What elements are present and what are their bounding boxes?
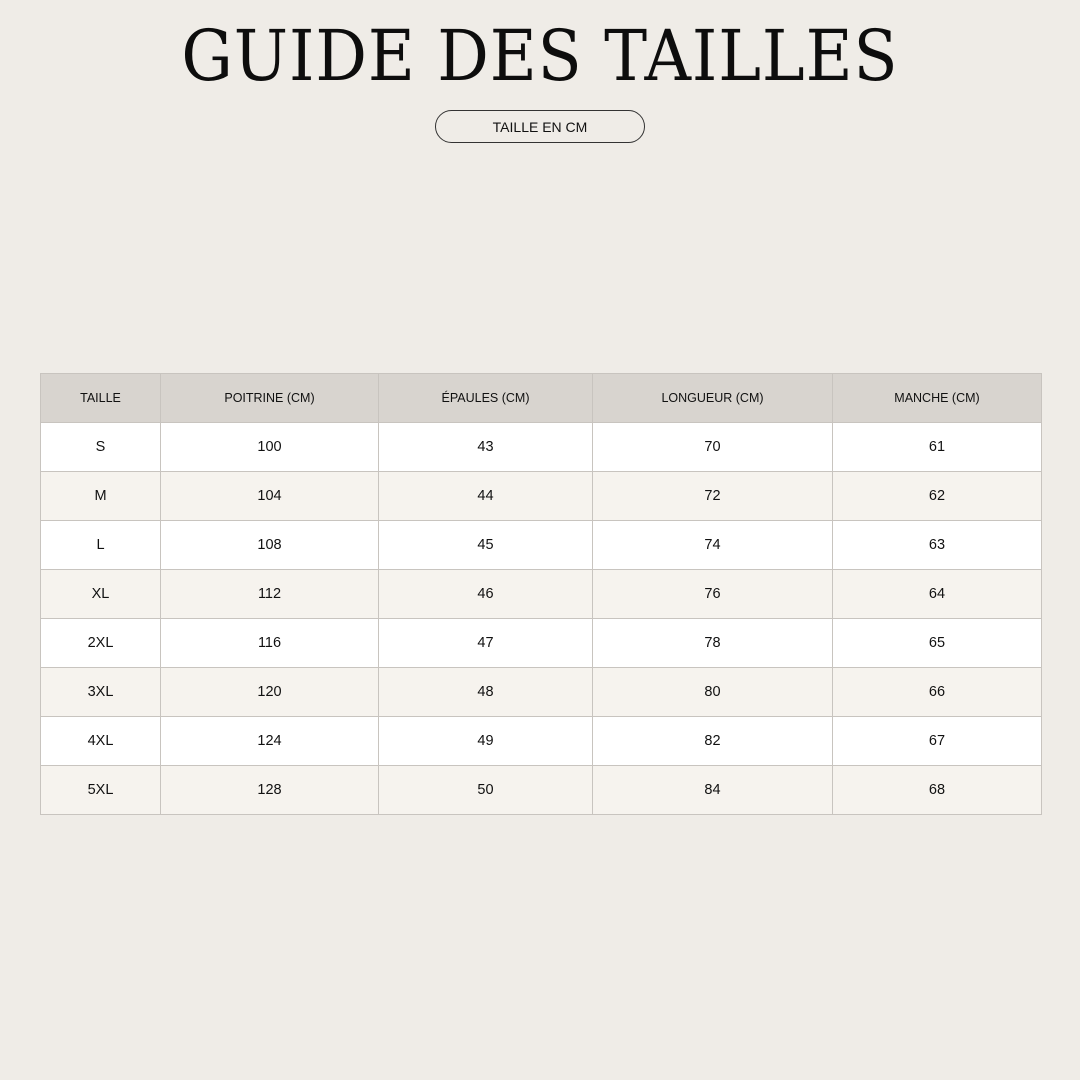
cell-length: 84	[593, 766, 833, 815]
size-table	[40, 373, 1042, 815]
cell-sleeve: 67	[833, 717, 1042, 766]
cell-sleeve: 66	[833, 668, 1042, 717]
table-row	[41, 717, 1042, 766]
cell-chest: 116	[161, 619, 379, 668]
cell-shoulders: 46	[379, 570, 593, 619]
cell-size: L	[41, 521, 161, 570]
unit-badge: TAILLE EN CM	[435, 110, 645, 143]
table-row	[41, 521, 1042, 570]
table-row	[41, 423, 1042, 472]
cell-shoulders: 49	[379, 717, 593, 766]
table-row	[41, 570, 1042, 619]
cell-length: 78	[593, 619, 833, 668]
cell-length: 76	[593, 570, 833, 619]
cell-chest: 100	[161, 423, 379, 472]
table-row	[41, 668, 1042, 717]
column-header-size: TAILLE	[41, 374, 161, 423]
column-header-chest: POITRINE (CM)	[161, 374, 379, 423]
table-row	[41, 766, 1042, 815]
cell-size: 5XL	[41, 766, 161, 815]
cell-size: XL	[41, 570, 161, 619]
cell-shoulders: 50	[379, 766, 593, 815]
cell-size: M	[41, 472, 161, 521]
cell-chest: 128	[161, 766, 379, 815]
column-header-shoulders: ÉPAULES (CM)	[379, 374, 593, 423]
cell-sleeve: 68	[833, 766, 1042, 815]
page-title: GUIDE DES TAILLES	[181, 15, 899, 97]
cell-length: 82	[593, 717, 833, 766]
column-header-length: LONGUEUR (CM)	[593, 374, 833, 423]
cell-sleeve: 61	[833, 423, 1042, 472]
cell-sleeve: 63	[833, 521, 1042, 570]
cell-shoulders: 44	[379, 472, 593, 521]
cell-shoulders: 43	[379, 423, 593, 472]
cell-shoulders: 45	[379, 521, 593, 570]
table-header-row	[41, 374, 1042, 423]
column-header-sleeve: MANCHE (CM)	[833, 374, 1042, 423]
cell-length: 74	[593, 521, 833, 570]
cell-chest: 120	[161, 668, 379, 717]
cell-chest: 108	[161, 521, 379, 570]
cell-sleeve: 64	[833, 570, 1042, 619]
cell-size: 3XL	[41, 668, 161, 717]
cell-length: 72	[593, 472, 833, 521]
cell-length: 70	[593, 423, 833, 472]
table-row	[41, 619, 1042, 668]
cell-chest: 104	[161, 472, 379, 521]
cell-size: 4XL	[41, 717, 161, 766]
cell-size: 2XL	[41, 619, 161, 668]
table-row	[41, 472, 1042, 521]
cell-size: S	[41, 423, 161, 472]
cell-chest: 124	[161, 717, 379, 766]
cell-chest: 112	[161, 570, 379, 619]
size-table-container	[40, 373, 1041, 815]
cell-shoulders: 48	[379, 668, 593, 717]
cell-length: 80	[593, 668, 833, 717]
cell-sleeve: 65	[833, 619, 1042, 668]
cell-sleeve: 62	[833, 472, 1042, 521]
cell-shoulders: 47	[379, 619, 593, 668]
